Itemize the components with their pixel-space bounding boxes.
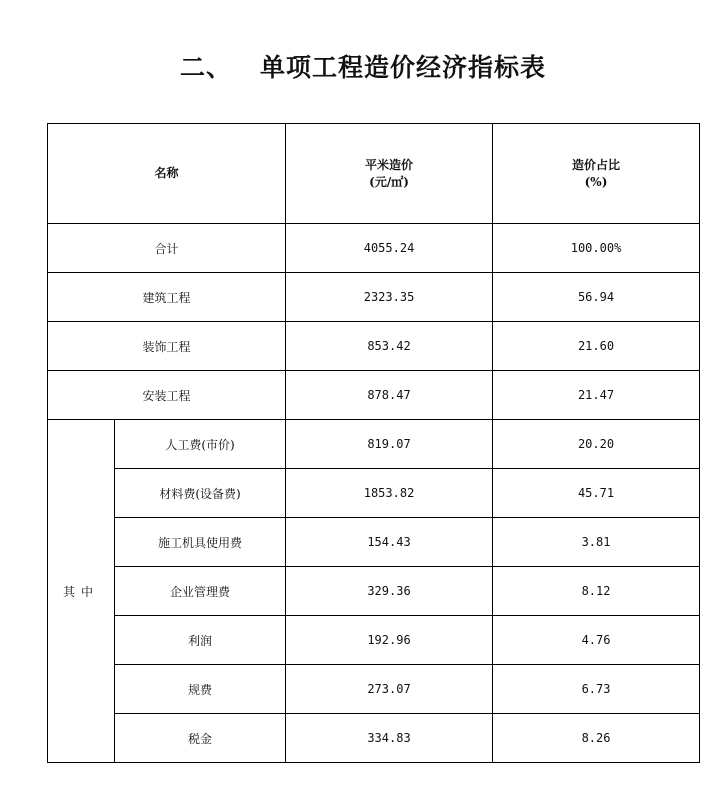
header-unit-price-line2: (元/㎡) xyxy=(369,174,409,189)
sub-row-unit-price: 334.83 xyxy=(286,714,493,763)
header-name: 名称 xyxy=(48,124,286,224)
sub-row-ratio: 8.12 xyxy=(493,567,700,616)
sub-row-ratio: 6.73 xyxy=(493,665,700,714)
table-row xyxy=(48,469,700,518)
sub-row-name: 人工费(市价) xyxy=(115,420,286,469)
header-unit-price-line1: 平米造价 xyxy=(365,157,414,172)
sub-row-unit-price: 1853.82 xyxy=(286,469,493,518)
table-row xyxy=(48,224,700,273)
table-header-row xyxy=(48,124,700,224)
row-ratio: 21.60 xyxy=(493,322,700,371)
table-row xyxy=(48,567,700,616)
row-unit-price: 2323.35 xyxy=(286,273,493,322)
page-title xyxy=(0,48,726,84)
row-unit-price: 4055.24 xyxy=(286,224,493,273)
table-row xyxy=(48,665,700,714)
row-ratio: 56.94 xyxy=(493,273,700,322)
sub-row-name: 企业管理费 xyxy=(115,567,286,616)
header-ratio xyxy=(493,124,700,224)
table-row xyxy=(48,322,700,371)
sub-row-ratio: 8.26 xyxy=(493,714,700,763)
header-ratio-line1: 造价占比 xyxy=(572,157,621,172)
sub-row-ratio: 20.20 xyxy=(493,420,700,469)
table-row xyxy=(48,518,700,567)
header-unit-price xyxy=(286,124,493,224)
row-name: 建筑工程 xyxy=(48,273,286,322)
sub-row-ratio: 45.71 xyxy=(493,469,700,518)
sub-row-name: 施工机具使用费 xyxy=(115,518,286,567)
cost-index-table xyxy=(47,123,700,763)
table-row xyxy=(48,420,700,469)
table-row xyxy=(48,371,700,420)
table-row xyxy=(48,616,700,665)
sub-row-name: 利润 xyxy=(115,616,286,665)
sub-row-unit-price: 154.43 xyxy=(286,518,493,567)
row-name: 安装工程 xyxy=(48,371,286,420)
table-row xyxy=(48,273,700,322)
sub-row-name: 税金 xyxy=(115,714,286,763)
sub-row-unit-price: 192.96 xyxy=(286,616,493,665)
table-row xyxy=(48,714,700,763)
row-ratio: 21.47 xyxy=(493,371,700,420)
sub-row-unit-price: 273.07 xyxy=(286,665,493,714)
group-label: 其中 xyxy=(48,420,115,763)
sub-row-name: 规费 xyxy=(115,665,286,714)
row-name: 合计 xyxy=(48,224,286,273)
row-unit-price: 853.42 xyxy=(286,322,493,371)
header-ratio-line2: (%) xyxy=(584,174,608,189)
row-name: 装饰工程 xyxy=(48,322,286,371)
title-text: 单项工程造价经济指标表 xyxy=(260,53,547,82)
sub-row-unit-price: 329.36 xyxy=(286,567,493,616)
row-ratio: 100.00% xyxy=(493,224,700,273)
sub-row-ratio: 3.81 xyxy=(493,518,700,567)
section-number: 二、 xyxy=(179,53,232,82)
sub-row-unit-price: 819.07 xyxy=(286,420,493,469)
row-unit-price: 878.47 xyxy=(286,371,493,420)
sub-row-name: 材料费(设备费) xyxy=(115,469,286,518)
sub-row-ratio: 4.76 xyxy=(493,616,700,665)
